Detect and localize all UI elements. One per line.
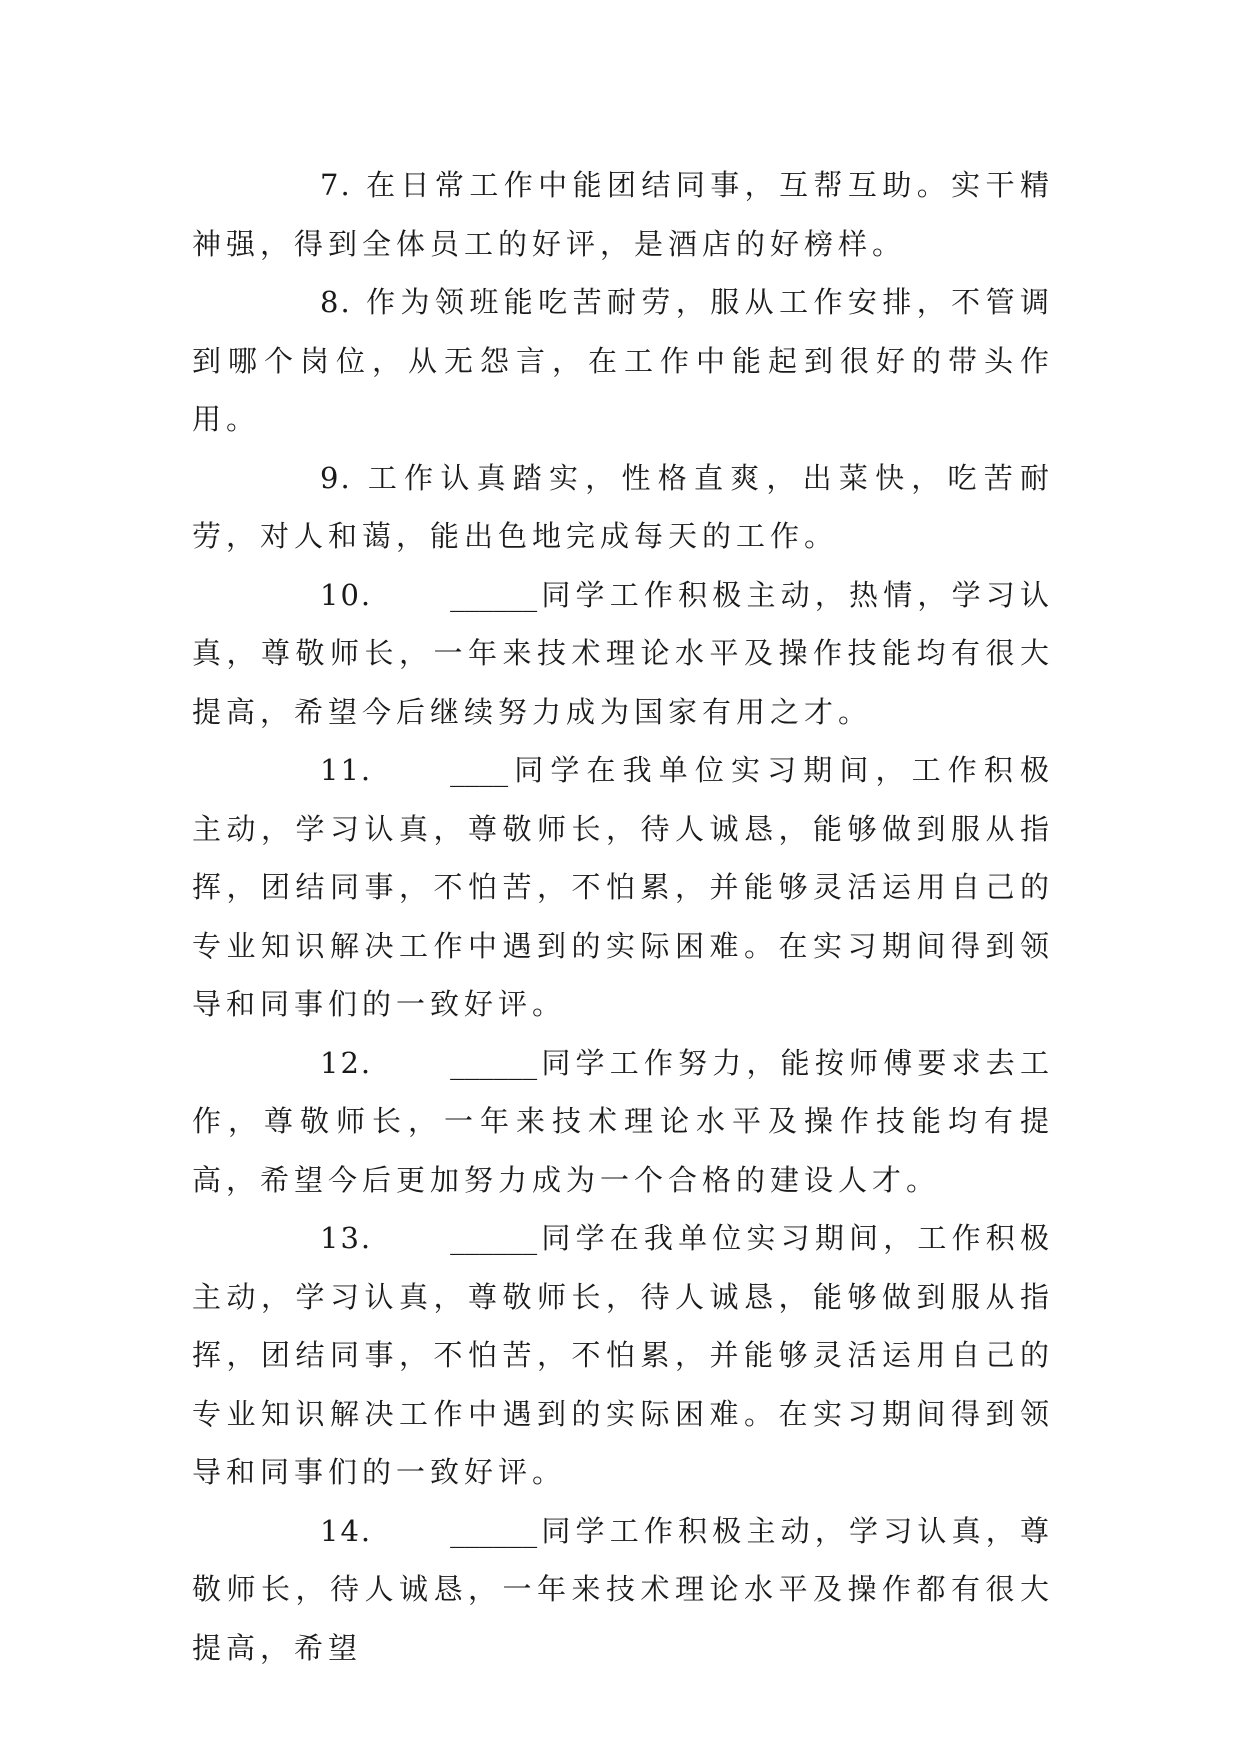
- paragraph-text: 作为领班能吃苦耐劳，服从工作安排，不管调到哪个岗位，从无怨言，在工作中能起到很好的带头作用。: [192, 285, 1054, 436]
- paragraph-13: [192, 1209, 1054, 1502]
- paragraph-number: 11.: [320, 753, 373, 787]
- paragraph-text: 工作认真踏实，性格直爽，出菜快，吃苦耐劳，对人和蔼，能出色地完成每天的工作。: [192, 460, 1054, 553]
- name-blank: ______: [450, 1045, 538, 1080]
- paragraph-text: 同学工作积极主动，热情，学习认真，尊敬师长，一年来技术理论水平及操作技能均有很大提高，希望今后继续努力成为国家有用之才。: [192, 577, 1054, 729]
- paragraph-12: [192, 1034, 1054, 1210]
- paragraph-11: [192, 741, 1054, 1034]
- paragraph-9: [192, 449, 1054, 566]
- paragraph-text: 同学工作积极主动，学习认真，尊敬师长，待人诚恳，一年来技术理论水平及操作都有很大提高，希望: [192, 1513, 1054, 1665]
- paragraph-8: [192, 273, 1054, 449]
- name-blank: ____: [450, 753, 509, 787]
- paragraph-number: 13.: [320, 1221, 373, 1255]
- paragraph-7: [192, 156, 1054, 273]
- name-blank: ______: [450, 577, 538, 612]
- document-body: [192, 156, 1054, 1677]
- paragraph-14: [192, 1502, 1054, 1678]
- paragraph-10: [192, 566, 1054, 742]
- paragraph-number: 9.: [320, 460, 352, 495]
- paragraph-text: 同学在我单位实习期间，工作积极主动，学习认真，尊敬师长，待人诚恳，能够做到服从指挥，团结同事，不怕苦，不怕累，并能够灵活运用自己的专业知识解决工作中遇到的实际困难。在实习期间得到领导和同事们的一致好评。: [192, 753, 1054, 1021]
- name-blank: ______: [450, 1513, 538, 1548]
- name-blank: ______: [450, 1221, 538, 1255]
- paragraph-number: 14.: [320, 1513, 373, 1548]
- paragraph-number: 12.: [320, 1045, 373, 1080]
- paragraph-text: 在日常工作中能团结同事，互帮互助。实干精神强，得到全体员工的好评，是酒店的好榜样。: [192, 168, 1054, 261]
- paragraph-text: 同学在我单位实习期间，工作积极主动，学习认真，尊敬师长，待人诚恳，能够做到服从指挥，团结同事，不怕苦，不怕累，并能够灵活运用自己的专业知识解决工作中遇到的实际困难。在实习期间得到领导和同事们的一致好评。: [192, 1221, 1054, 1489]
- paragraph-number: 7.: [320, 168, 352, 202]
- paragraph-text: 同学工作努力，能按师傅要求去工作，尊敬师长，一年来技术理论水平及操作技能均有提高，希望今后更加努力成为一个合格的建设人才。: [192, 1045, 1054, 1197]
- paragraph-number: 10.: [320, 577, 373, 612]
- paragraph-number: 8.: [320, 285, 352, 319]
